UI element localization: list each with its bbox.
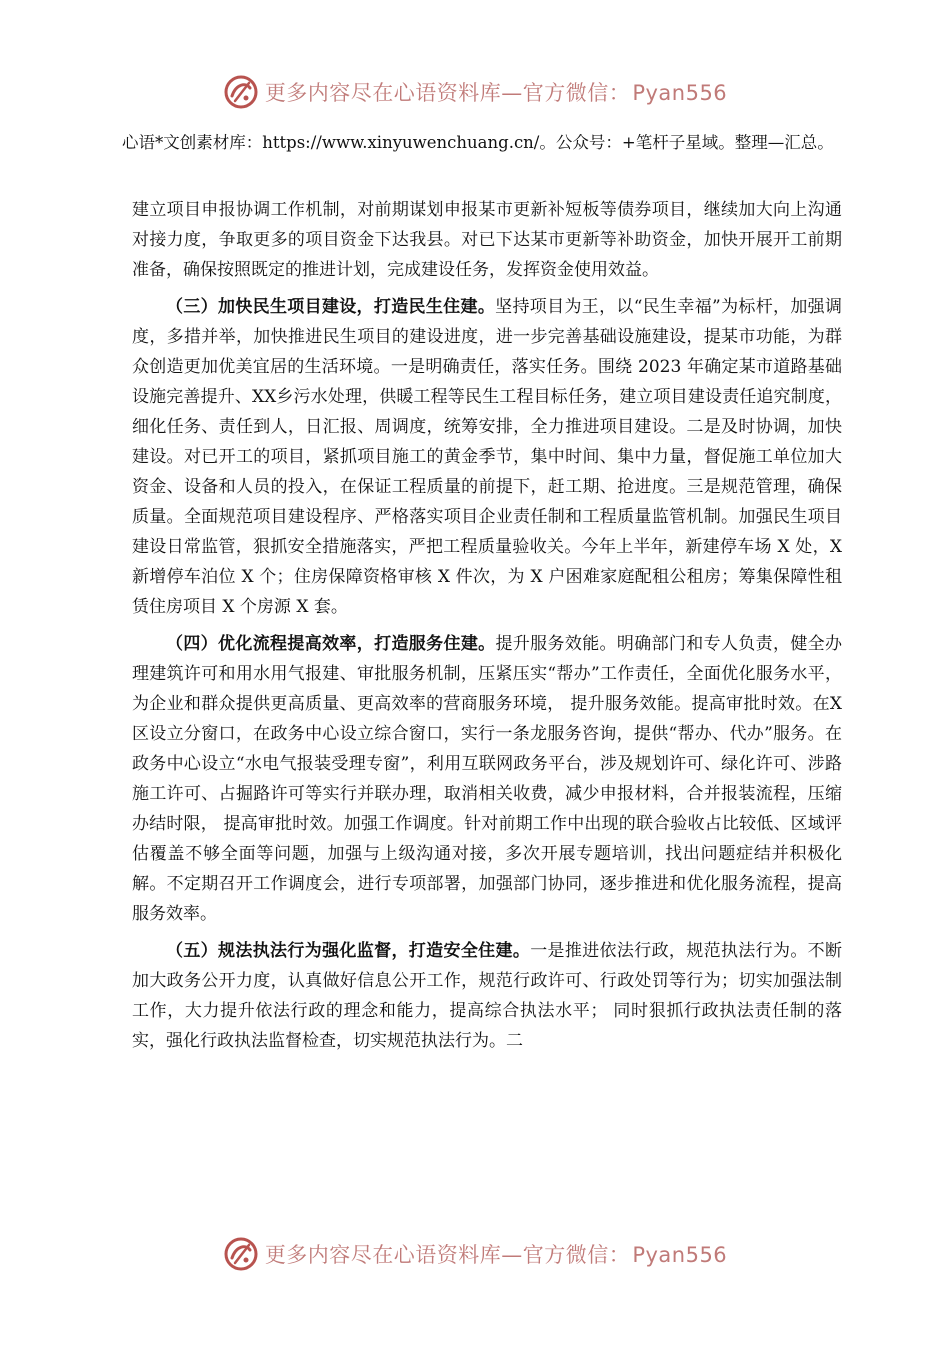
document-body	[132, 195, 842, 1063]
section-heading-3: （三）加快民生项目建设，打造民生住建。	[166, 297, 496, 317]
header-note: 心语*文创素材库：https://www.xinyuwenchuang.cn/。公众号：+笔杆子星域。整理—汇总。	[122, 133, 834, 152]
paragraph-4	[132, 936, 842, 1056]
paragraph-2	[132, 292, 842, 622]
paragraph-text: 建立项目申报协调工作机制，对前期谋划申报某市更新补短板等债券项目，继续加大向上沟通对接力度，争取更多的项目资金下达我县。对已下达某市更新等补助资金，加快开展开工前期准备，确保按照既定的推进计划，完成建设任务，发挥资金使用效益。	[132, 200, 842, 280]
section-heading-5: （五）规法执法行为强化监督，打造安全住建。	[166, 941, 531, 961]
section-heading-4: （四）优化流程提高效率，打造服务住建。	[166, 634, 496, 654]
paragraph-text: 一是推进依法行政，规范执法行为。不断加大政务公开力度，认真做好信息公开工作，规范行政许可、行政处罚等行为；切实加强法制工作，大力提升依法行政的理念和能力，提高综合执法水平； 同时狠抓行政执法责任制的落实，强化行政执法监督检查，切实规范执法行为。二	[132, 941, 843, 1051]
xinyu-logo-icon	[223, 1236, 259, 1272]
xinyu-logo-icon	[223, 74, 259, 110]
paragraph-1	[132, 195, 842, 285]
watermark-text: 更多内容尽在心语资料库—官方微信：Pyan556	[264, 81, 728, 105]
paragraph-text: 坚持项目为王，以“民生幸福”为标杆，加强调度，多措并举，加快推进民生项目的建设进度，进一步完善基础设施建设，提某市功能，为群众创造更加优美宜居的生活环境。一是明确责任，落实任务。围绕 2023 年确定某市道路基础设施完善提升、XX乡污水处理，供暖工程等民生工程目标任务，建立项目建设责任追究制度，细化任务、责任到人，日汇报、周调度，统筹安排，全力推进项目建设。二是及时协调，加快建设。对已开工的项目，紧抓项目施工的黄金季节，集中时间、集中力量，督促施工单位加大资金、设备和人员的投入，在保证工程质量的前提下，赶工期、抢进度。三是规范管理，确保质量。全面规范项目建设程序、严格落实项目企业责任制和工程质量监管机制。加强民生项目建设日常监管，狠抓安全措施落实，严把工程质量验收关。今年上半年，新建停车场 X 处，X 新增停车泊位 X 个；住房保障资格审核 X 件次，为 X 户困难家庭配租公租房；筹集保障性租赁住房项目 X 个房源 X 套。	[132, 297, 843, 617]
bottom-watermark-banner	[0, 1232, 950, 1276]
paragraph-text: 提升服务效能。明确部门和专人负责，健全办理建筑许可和用水用气报建、审批服务机制，压紧压实“帮办”工作责任，全面优化服务水平，为企业和群众提供更高质量、更高效率的营商服务环境， 提升服务效能。提高审批时效。在X区设立分窗口，在政务中心设立综合窗口，实行一条龙服务咨询，提供“帮办、代办”服务。在政务中心设立“水电气报装受理专窗”，利用互联网政务平台，涉及规划许可、绿化许可、涉路施工许可、占掘路许可等实行并联办理，取消相关收费，减少申报材料，合并报装流程，压缩办结时限， 提高审批时效。加强工作调度。针对前期工作中出现的联合验收占比较低、区域评估覆盖不够全面等问题，加强与上级沟通对接，多次开展专题培训，找出问题症结并积极化解。不定期召开工作调度会，进行专项部署，加强部门协同，逐步推进和优化服务流程，提高服务效率。	[132, 634, 842, 924]
watermark-text: 更多内容尽在心语资料库—官方微信：Pyan556	[264, 1243, 728, 1267]
top-watermark-banner	[0, 70, 950, 114]
paragraph-3	[132, 629, 842, 929]
